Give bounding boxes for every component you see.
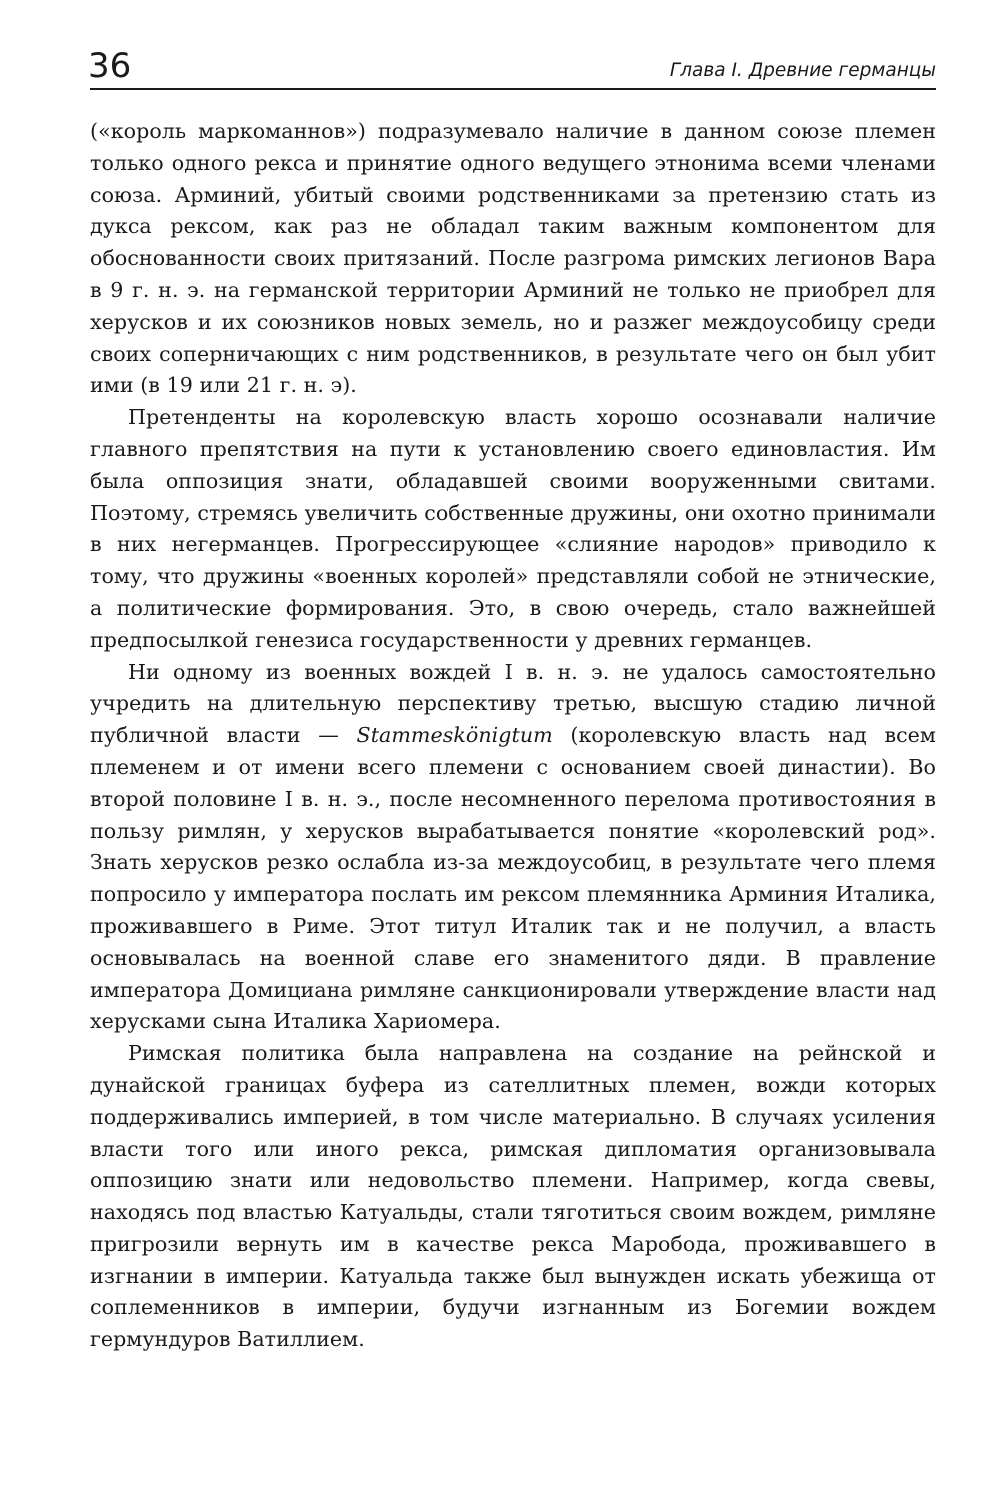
- book-page: [90, 40, 936, 1356]
- paragraph-3-term: Stammeskönigtum: [356, 723, 553, 748]
- paragraph-3-text-before: Ни одному из военных вождей I в. н. э. не удалось самостоятельно учредить на длительную перспективу третью, высшую стадию личной публичной власти —: [90, 659, 936, 748]
- paragraph-3: [90, 657, 936, 1039]
- paragraph-4: Римская политика была направлена на создание на рейнской и дунайской границах буфера из сателлитных племен, вожди которых поддерживались империей, в том числе материально. В случаях усиления власти того или иного рекса, римская дипломатия организовывала оппозицию знати или недовольство племени. Например, когда свевы, находясь под властью Катуальды, стали тяготиться своим вождем, римляне пригрозили вернуть им в качестве рекса Маробода, проживавшего в изгнании в империи. Катуальда также был вынужден искать убежища от соплеменников в империи, будучи изгнанным из Богемии вождем гермундуров Ватиллием.: [90, 1041, 936, 1352]
- paragraph-3-text-after: (королевскую власть над всем племенем и от имени всего племени с основанием своей династии). Во второй половине I в. н. э., после несомненного перелома противостояния в пользу римлян, у херусков вырабатывается понятие «королевский род». Знать херусков резко ослабла из-за междоусобиц, в результате чего племя попросило у императора послать им рексом племянника Арминия Италика, проживавшего в Риме. Этот титул Италик так и не получил, а власть основывалась на военной славе его знаменитого дяди. В правление императора Домициана римляне санкционировали утверждение власти над херусками сына Италика Хариомера.: [90, 723, 936, 1034]
- page-header: [90, 40, 936, 90]
- page-number: 36: [88, 46, 132, 86]
- body-text: [90, 116, 936, 1356]
- paragraph-2: Претенденты на королевскую власть хорошо осознавали наличие главного препятствия на пути к установлению своего единовластия. Им была оппозиция знати, обладавшей своими вооруженными свитами. Поэтому, стремясь увеличить собственные дружины, они охотно принимали в них негерманцев. Прогрессирующее «слияние народов» приводило к тому, что дружины «военных королей» представляли собой не этнические, а политические формирования. Это, в свою очередь, стало важнейшей предпосылкой генезиса государственности у древних германцев.: [90, 405, 936, 652]
- paragraph-1: («король маркоманнов») подразумевало наличие в данном союзе племен только одного рекса и принятие одного ведущего этнонима всеми членами союза. Арминий, убитый своими родственниками за претензию стать из дукса рексом, как раз не обладал таким важным компонентом для обоснованности своих притязаний. После разгрома римских легионов Вара в 9 г. н. э. на германской территории Арминий не только не приобрел для херусков и их союзников новых земель, но и разжег междоусобицу среди своих соперничающих с ним родственников, в результате чего он был убит ими (в 19 или 21 г. н. э).: [90, 119, 936, 398]
- running-head: Глава I. Древние германцы: [669, 60, 936, 81]
